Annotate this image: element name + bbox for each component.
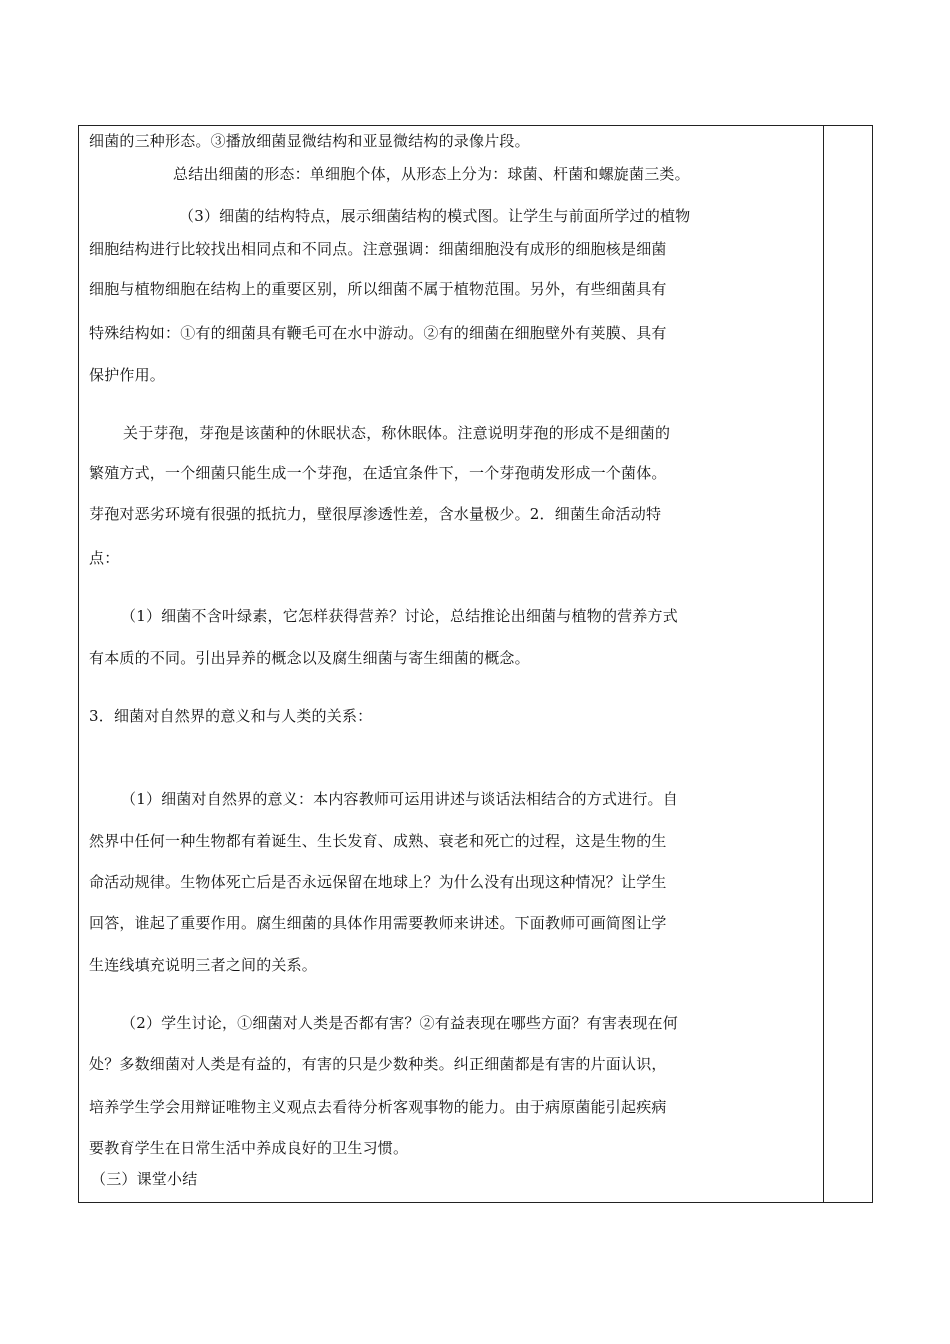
text-line: 命活动规律。生物体死亡后是否永远保留在地球上？为什么没有出现这种情况？让学生	[89, 873, 667, 891]
section-heading: 3．细菌对自然界的意义和与人类的关系：	[89, 707, 373, 725]
text-line: 特殊结构如：①有的细菌具有鞭毛可在水中游动。②有的细菌在细胞壁外有荚膜、具有	[89, 324, 667, 342]
text-line: 点：	[89, 549, 120, 567]
text-line: 处？多数细菌对人类是有益的，有害的只是少数种类。纠正细菌都是有害的片面认识，	[89, 1055, 667, 1073]
text-line: 然界中任何一种生物都有着诞生、生长发育、成熟、衰老和死亡的过程，这是生物的生	[89, 832, 667, 850]
lesson-table	[78, 125, 873, 1203]
text-line: 芽孢对恶劣环境有很强的抵抗力，壁很厚渗透性差，含水量极少。2．细菌生命活动特	[89, 505, 662, 523]
text-line: 要教育学生在日常生活中养成良好的卫生习惯。	[89, 1139, 409, 1157]
text-line: 总结出细菌的形态：单细胞个体，从形态上分为：球菌、杆菌和螺旋菌三类。	[173, 165, 690, 183]
text-line: 细菌的三种形态。③播放细菌显微结构和亚显微结构的录像片段。	[89, 132, 530, 150]
text-line: （1）细菌不含叶绿素，它怎样获得营养？讨论，总结推论出细菌与植物的营养方式	[121, 607, 678, 625]
text-line: 细胞结构进行比较找出相同点和不同点。注意强调：细菌细胞没有成形的细胞核是细菌	[89, 240, 667, 258]
section-heading: （三）课堂小结	[91, 1170, 198, 1188]
column-divider	[823, 126, 824, 1202]
text-line: 培养学生学会用辩证唯物主义观点去看待分析客观事物的能力。由于病原菌能引起疾病	[89, 1098, 667, 1116]
text-line: 细胞与植物细胞在结构上的重要区别，所以细菌不属于植物范围。另外，有些细菌具有	[89, 280, 667, 298]
text-line: 繁殖方式，一个细菌只能生成一个芽孢，在适宜条件下，一个芽孢萌发形成一个菌体。	[89, 464, 667, 482]
text-line: 回答，谁起了重要作用。腐生细菌的具体作用需要教师来讲述。下面教师可画简图让学	[89, 914, 667, 932]
text-line: 保护作用。	[89, 366, 166, 384]
text-line: （2）学生讨论，①细菌对人类是否都有害？②有益表现在哪些方面？有害表现在何	[121, 1014, 678, 1032]
text-line: （3）细菌的结构特点，展示细菌结构的模式图。让学生与前面所学过的植物	[179, 207, 691, 225]
text-line: （1）细菌对自然界的意义：本内容教师可运用讲述与谈话法相结合的方式进行。自	[121, 790, 678, 808]
text-line: 关于芽孢，芽孢是该菌种的休眠状态，称休眠体。注意说明芽孢的形成不是细菌的	[123, 424, 671, 442]
text-line: 有本质的不同。引出异养的概念以及腐生细菌与寄生细菌的概念。	[89, 649, 530, 667]
text-line: 生连线填充说明三者之间的关系。	[89, 956, 318, 974]
